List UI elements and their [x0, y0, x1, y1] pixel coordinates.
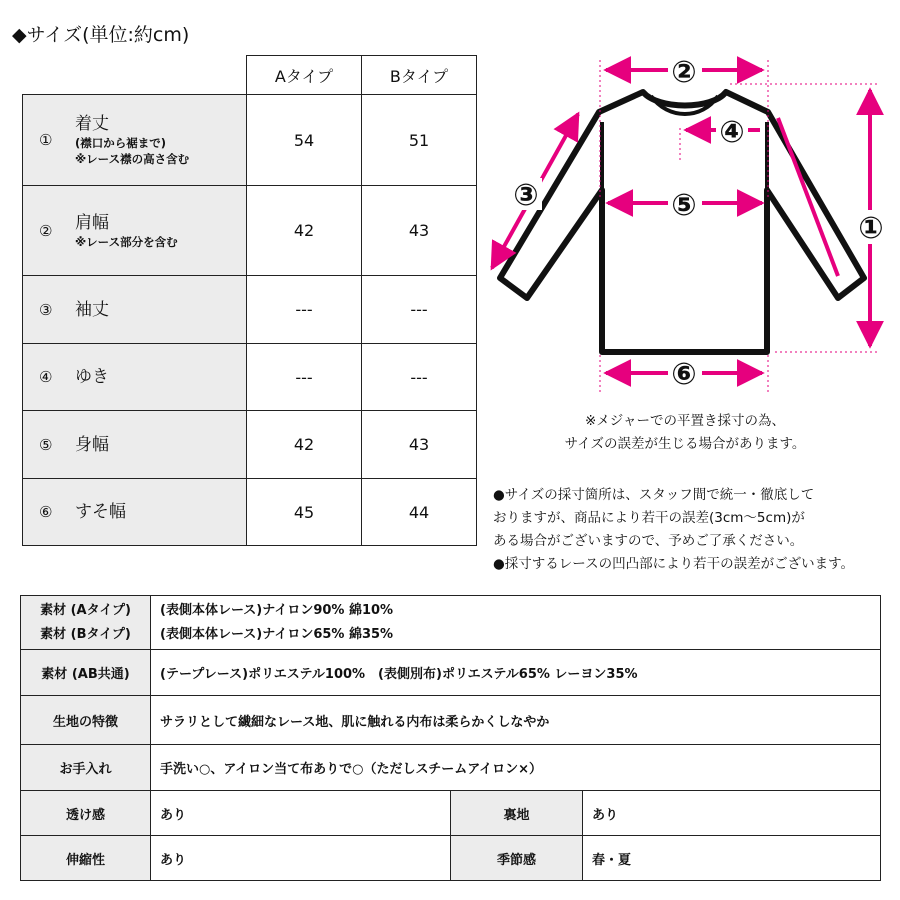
- diagram-label-4: ④: [719, 115, 745, 150]
- note-line: ●サイズの採寸箇所は、スタッフ間で統一・徹底して: [493, 487, 815, 503]
- material-value: [151, 596, 881, 650]
- lining-label: 裏地: [451, 791, 583, 836]
- material-a-label: 素材 (Aタイプ): [40, 602, 131, 618]
- material-b-value: (表側本体レース)ナイロン65% 綿35%: [160, 626, 394, 642]
- header-type-b: Bタイプ: [362, 56, 477, 95]
- table-row: [23, 479, 477, 546]
- table-row: [21, 596, 881, 650]
- sheer-label: 透け感: [21, 791, 151, 836]
- row-label-body-width: [23, 411, 247, 479]
- diagram-label-3: ③: [513, 178, 539, 213]
- row-number: ⑥: [39, 503, 53, 521]
- material-a-value: (表側本体レース)ナイロン90% 綿10%: [160, 602, 394, 618]
- table-row: [21, 791, 881, 836]
- row-number: ③: [39, 300, 53, 319]
- row-number: ①: [39, 131, 53, 149]
- value-a: 42: [247, 411, 362, 479]
- row-label-hem-width: [23, 479, 247, 546]
- row-number: ④: [39, 368, 53, 386]
- size-table: [22, 55, 477, 546]
- diagram-label-5: ⑤: [671, 188, 697, 223]
- value-b: 43: [362, 186, 477, 276]
- value-a: ---: [247, 276, 362, 344]
- note-line: ※メジャーでの平置き採寸の為、: [584, 413, 786, 429]
- diagram-label-2: ②: [671, 55, 697, 90]
- table-row: [23, 186, 477, 276]
- row-label-text: 着丈: [75, 114, 109, 134]
- row-number: ⑤: [39, 435, 53, 454]
- value-b: ---: [362, 344, 477, 411]
- note-line: サイズの誤差が生じる場合があります。: [564, 436, 806, 452]
- page-title: ◆サイズ(単位:約cm): [12, 24, 190, 46]
- care-value: 手洗い○、アイロン当て布ありで○（ただしスチームアイロン×）: [151, 745, 881, 791]
- row-number: ②: [39, 221, 53, 240]
- material-table: [20, 595, 881, 881]
- row-sub-text: (襟口から裾まで): [75, 136, 167, 150]
- care-label: お手入れ: [21, 745, 151, 791]
- row-label-yuki: [23, 344, 247, 411]
- table-row: [23, 411, 477, 479]
- size-table-header-row: [23, 56, 477, 95]
- row-label-length: [23, 95, 247, 186]
- value-a: ---: [247, 344, 362, 411]
- row-label-shoulder: [23, 186, 247, 276]
- table-row: [21, 696, 881, 745]
- header-type-a: Aタイプ: [247, 56, 362, 95]
- stretch-value: あり: [151, 836, 451, 881]
- note-line: ●採寸するレースの凹凸部により若干の誤差がございます。: [493, 556, 855, 572]
- material-ab-value: (テープレース)ポリエステル100% (表側別布)ポリエステル65% レーヨン35%: [151, 650, 881, 696]
- header-corner: [23, 56, 247, 95]
- row-label-text: 身幅: [75, 434, 109, 455]
- fabric-label: 生地の特徴: [21, 696, 151, 745]
- material-b-label: 素材 (Bタイプ): [40, 626, 131, 642]
- table-row: [23, 95, 477, 186]
- note-line: ある場合がございますので、予めご了承ください。: [493, 533, 804, 549]
- value-b: 44: [362, 479, 477, 546]
- value-b: ---: [362, 276, 477, 344]
- row-label-text: 肩幅: [75, 212, 109, 233]
- material-label: [21, 596, 151, 650]
- value-a: 54: [247, 95, 362, 186]
- row-label-text: すそ幅: [75, 502, 126, 522]
- table-row: [23, 276, 477, 344]
- season-value: 春・夏: [583, 836, 881, 881]
- row-sub-text: ※レース襟の高さ含む: [75, 152, 190, 166]
- value-b: 51: [362, 95, 477, 186]
- table-row: [21, 650, 881, 696]
- table-row: [23, 344, 477, 411]
- row-label-text: 袖丈: [75, 299, 109, 320]
- material-ab-label: 素材 (AB共通): [21, 650, 151, 696]
- season-label: 季節感: [451, 836, 583, 881]
- row-sub-text: ※レース部分を含む: [75, 234, 178, 249]
- value-a: 42: [247, 186, 362, 276]
- sheer-value: あり: [151, 791, 451, 836]
- value-b: 43: [362, 411, 477, 479]
- bullet-notes: [493, 484, 854, 576]
- lining-value: あり: [583, 791, 881, 836]
- row-label-text: ゆき: [75, 367, 109, 387]
- table-row: [21, 745, 881, 791]
- diagram-label-1: ①: [858, 211, 884, 246]
- value-a: 45: [247, 479, 362, 546]
- table-row: [21, 836, 881, 881]
- measurement-note: [505, 410, 865, 456]
- row-label-sleeve: [23, 276, 247, 344]
- stretch-label: 伸縮性: [21, 836, 151, 881]
- note-line: おりますが、商品により若干の誤差(3cm～5cm)が: [493, 510, 805, 526]
- fabric-value: サラリとして繊細なレース地、肌に触れる内布は柔らかくしなやか: [151, 696, 881, 745]
- garment-diagram: [480, 50, 890, 395]
- diagram-label-6: ⑥: [671, 357, 697, 392]
